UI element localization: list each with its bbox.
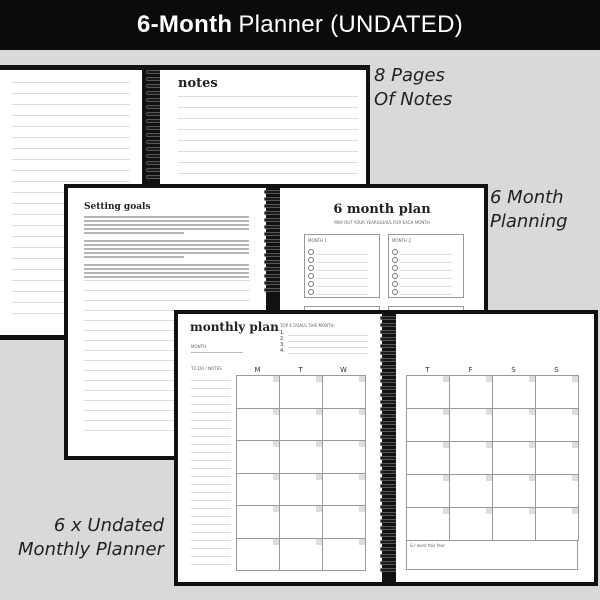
paragraph-text-line [84, 252, 249, 254]
date-corner-marker [316, 474, 322, 480]
checkbox-circle [308, 273, 314, 279]
calendar-cell [280, 474, 323, 507]
six-month-title: 6 month plan [333, 202, 431, 217]
date-corner-marker [572, 508, 578, 514]
paragraph-text-line [84, 268, 249, 270]
ruled-line [316, 294, 368, 295]
checkbox-circle [308, 289, 314, 295]
calendar-cell [493, 409, 536, 442]
calendar-cell [450, 376, 493, 409]
paragraph-text-line [84, 232, 184, 234]
checkbox-circle [308, 281, 314, 287]
caption-monthly-line1: 6 x Undated [53, 515, 164, 536]
ruled-line [400, 286, 452, 287]
ruled-line [191, 428, 231, 429]
ruled-line [84, 280, 250, 281]
checkbox-circle [308, 249, 314, 255]
caption-planning-line1: 6 Month [490, 187, 564, 208]
ruled-line [178, 96, 358, 97]
caption-notes-line1: 8 Pages [374, 65, 445, 86]
ruled-line [84, 300, 250, 301]
header-banner [0, 0, 600, 50]
calendar-cell [237, 376, 280, 409]
caption-notes [374, 64, 452, 112]
date-corner-marker [359, 474, 365, 480]
calendar-cell [450, 508, 493, 541]
date-corner-marker [443, 442, 449, 448]
year-note-label: & I want this Year [410, 543, 445, 548]
ruled-line [191, 412, 231, 413]
checkbox-circle [308, 257, 314, 263]
goal-item: 1. [280, 330, 285, 336]
caption-monthly-line2: Monthly Planner [18, 539, 164, 560]
date-corner-marker [443, 409, 449, 415]
checkbox-circle [392, 281, 398, 287]
ruled-line [178, 140, 358, 141]
date-corner-marker [359, 441, 365, 447]
monthly-left-page [178, 314, 382, 582]
ruled-line [12, 126, 130, 127]
ruled-line [191, 532, 231, 533]
calendar-grid-left [236, 375, 366, 571]
calendar-cell [536, 475, 579, 508]
ruled-line [191, 380, 231, 381]
monthly-title: monthly plan [190, 320, 279, 334]
ruled-line [316, 286, 368, 287]
ruled-line [12, 159, 130, 160]
ruled-line [178, 173, 358, 174]
month-label: MONTH [191, 344, 207, 349]
checkbox-circle [392, 249, 398, 255]
calendar-cell [323, 441, 366, 474]
ruled-line [316, 270, 368, 271]
calendar-cell [323, 506, 366, 539]
ruled-line [191, 492, 231, 493]
calendar-cell [323, 409, 366, 442]
date-corner-marker [443, 475, 449, 481]
calendar-cell [493, 475, 536, 508]
ruled-line [12, 148, 130, 149]
paragraph-text-line [84, 224, 249, 226]
calendar-cell [237, 506, 280, 539]
goal-item: 4. [280, 348, 285, 354]
calendar-cell [450, 409, 493, 442]
month-2-box [388, 234, 464, 298]
goals-title: Setting goals [84, 202, 151, 212]
calendar-cell [407, 442, 450, 475]
paragraph-text-line [84, 256, 184, 258]
ruled-line [191, 500, 231, 501]
weekday-header: F [468, 366, 473, 374]
paragraph-text-line [84, 264, 249, 266]
date-corner-marker [273, 409, 279, 415]
ruled-line [191, 548, 231, 549]
paragraph-text-line [84, 220, 249, 222]
ruled-line [12, 82, 130, 83]
ruled-line [191, 468, 231, 469]
banner-title-rest: Planner (UNDATED) [238, 11, 464, 38]
calendar-cell [323, 539, 366, 572]
calendar-cell [536, 409, 579, 442]
date-corner-marker [359, 506, 365, 512]
weekday-header: W [340, 366, 347, 374]
ruled-line [12, 137, 130, 138]
ruled-line [178, 162, 358, 163]
monthly-right-page [396, 314, 594, 582]
calendar-cell [407, 475, 450, 508]
date-corner-marker [572, 442, 578, 448]
date-corner-marker [273, 474, 279, 480]
date-corner-marker [359, 539, 365, 545]
ruled-line [12, 115, 130, 116]
ruled-line [191, 516, 231, 517]
date-corner-marker [316, 441, 322, 447]
ruled-line [12, 181, 130, 182]
ruled-line [191, 564, 231, 565]
ruled-line [191, 540, 231, 541]
date-corner-marker [529, 442, 535, 448]
weekday-header: S [554, 366, 559, 374]
ruled-line [191, 396, 231, 397]
year-note-box [406, 540, 578, 570]
paragraph-text-line [84, 276, 249, 278]
calendar-grid-right [406, 375, 579, 541]
month-1-box [304, 234, 380, 298]
ruled-line [288, 347, 368, 348]
ruled-line [12, 93, 130, 94]
caption-monthly [8, 514, 164, 562]
date-corner-marker [316, 376, 322, 382]
checkbox-circle [392, 273, 398, 279]
ruled-line [288, 353, 368, 354]
date-corner-marker [443, 508, 449, 514]
date-corner-marker [273, 376, 279, 382]
date-corner-marker [273, 539, 279, 545]
ruled-line [191, 556, 231, 557]
date-corner-marker [486, 442, 492, 448]
calendar-cell [536, 508, 579, 541]
date-corner-marker [486, 376, 492, 382]
date-corner-marker [486, 508, 492, 514]
ruled-line [191, 460, 231, 461]
caption-notes-line2: Of Notes [374, 89, 453, 110]
calendar-cell [407, 376, 450, 409]
calendar-cell [323, 474, 366, 507]
ruled-line [288, 335, 368, 336]
checkbox-circle [392, 257, 398, 263]
paragraph-text-line [84, 272, 249, 274]
ruled-line [316, 278, 368, 279]
date-corner-marker [529, 508, 535, 514]
calendar-cell [237, 441, 280, 474]
calendar-cell [450, 442, 493, 475]
paragraph-text-line [84, 248, 249, 250]
checkbox-circle [392, 265, 398, 271]
caption-planning [490, 186, 568, 234]
date-corner-marker [486, 475, 492, 481]
ruled-line [191, 524, 231, 525]
paragraph-text-line [84, 244, 249, 246]
date-corner-marker [273, 441, 279, 447]
calendar-cell [493, 442, 536, 475]
month-2-label: MONTH 2 [392, 238, 411, 243]
calendar-cell [280, 376, 323, 409]
calendar-cell [407, 508, 450, 541]
checkbox-circle [392, 289, 398, 295]
date-corner-marker [316, 409, 322, 415]
ruled-line [191, 452, 231, 453]
checkbox-circle [308, 265, 314, 271]
calendar-cell [407, 409, 450, 442]
calendar-cell [536, 442, 579, 475]
date-corner-marker [529, 409, 535, 415]
date-corner-marker [529, 376, 535, 382]
month-line [191, 352, 243, 353]
ruled-line [400, 262, 452, 263]
ruled-line [191, 436, 231, 437]
calendar-cell [323, 376, 366, 409]
ruled-line [191, 388, 231, 389]
ruled-line [400, 270, 452, 271]
weekday-header: T [425, 366, 430, 374]
date-corner-marker [316, 506, 322, 512]
weekday-header: S [511, 366, 516, 374]
six-month-subtitle: MAP OUT YOUR YEAR/GOALS FOR EACH MONTH [334, 220, 430, 225]
ruled-line [12, 104, 130, 105]
date-corner-marker [572, 475, 578, 481]
weekday-header: T [298, 366, 303, 374]
calendar-cell [237, 474, 280, 507]
ruled-line [84, 290, 250, 291]
ruled-line [191, 404, 231, 405]
date-corner-marker [486, 409, 492, 415]
date-corner-marker [572, 409, 578, 415]
date-corner-marker [359, 409, 365, 415]
top-goals-label: TOP 4 GOALS THIS MONTH: [280, 323, 335, 328]
notes-title: notes [178, 76, 218, 91]
todo-label: TO DO / NOTES [191, 366, 222, 371]
caption-planning-line2: Planning [490, 211, 568, 232]
ruled-line [316, 254, 368, 255]
ruled-line [178, 118, 358, 119]
month-1-label: MONTH 1 [308, 238, 327, 243]
calendar-cell [536, 376, 579, 409]
ruled-line [400, 254, 452, 255]
calendar-cell [280, 409, 323, 442]
ruled-line [191, 444, 231, 445]
banner-title-bold: 6-Month [136, 11, 233, 38]
date-corner-marker [572, 376, 578, 382]
date-corner-marker [316, 539, 322, 545]
ruled-line [191, 476, 231, 477]
goal-item: 3. [280, 342, 285, 348]
calendar-cell [280, 539, 323, 572]
calendar-cell [280, 441, 323, 474]
calendar-cell [493, 508, 536, 541]
calendar-cell [237, 539, 280, 572]
date-corner-marker [273, 506, 279, 512]
ruled-line [288, 341, 368, 342]
date-corner-marker [529, 475, 535, 481]
calendar-cell [237, 409, 280, 442]
paragraph-text-line [84, 240, 249, 242]
paragraph-text-line [84, 216, 249, 218]
ruled-line [12, 170, 130, 171]
paragraph-text-line [84, 228, 249, 230]
goal-item: 2. [280, 336, 285, 342]
ruled-line [316, 262, 368, 263]
ruled-line [178, 151, 358, 152]
ruled-line [191, 420, 231, 421]
ruled-line [400, 294, 452, 295]
date-corner-marker [443, 376, 449, 382]
ruled-line [178, 129, 358, 130]
weekday-header: M [254, 366, 261, 374]
ruled-line [191, 508, 231, 509]
ruled-line [400, 278, 452, 279]
ruled-line [191, 484, 231, 485]
calendar-cell [493, 376, 536, 409]
ruled-line [178, 107, 358, 108]
calendar-cell [450, 475, 493, 508]
date-corner-marker [359, 376, 365, 382]
calendar-cell [280, 506, 323, 539]
